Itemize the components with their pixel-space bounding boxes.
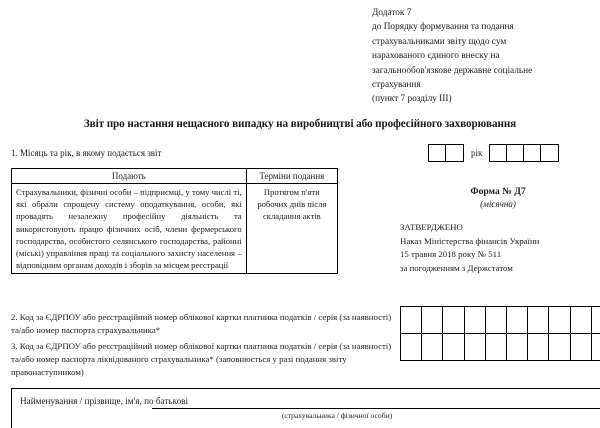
year-cell[interactable]	[524, 145, 541, 161]
section2-code-cell[interactable]	[443, 307, 464, 333]
approval-agreement-line: за погодженням з Держстатом	[400, 262, 513, 273]
annex-line-3: страхувальниками звіту щодо сум	[372, 36, 507, 47]
approval-date-line: 15 травня 2018 року № 511	[400, 249, 502, 260]
page-title: Звіт про настання нещасного випадку на виробництві або професійного захворювання	[83, 118, 517, 130]
section3-code-cell[interactable]	[401, 334, 422, 360]
month-input-grid[interactable]	[428, 144, 464, 162]
approved-label: ЗАТВЕРДЖЕНО	[400, 222, 463, 232]
section2-code-cell[interactable]	[401, 307, 422, 333]
section3-code-cell[interactable]	[486, 334, 507, 360]
form-periodicity: (місячна)	[480, 199, 516, 209]
section2-code-cell[interactable]	[422, 307, 443, 333]
cell-term-text: Протягом п'яти робочих днів після складання актів	[246, 184, 337, 274]
section2-code-cell[interactable]	[549, 307, 570, 333]
section2-code-cell[interactable]	[528, 307, 549, 333]
month-year-field-group	[428, 144, 559, 162]
column-header-who: Подають	[12, 169, 247, 184]
name-input-rule[interactable]	[152, 408, 600, 409]
year-input-grid[interactable]	[489, 144, 559, 162]
section2-text: 2. Код за ЄДРПОУ або реєстраційний номер облікової картки платника податків / серія (за наявності) та/або номер паспорта страхувальника*	[11, 312, 392, 336]
table-header-row	[12, 169, 338, 184]
section2-code-cell[interactable]	[465, 307, 486, 333]
table-row	[12, 184, 338, 274]
section3-code-cell[interactable]	[443, 334, 464, 360]
approval-block	[400, 221, 600, 276]
column-header-term: Терміни подання	[246, 169, 337, 184]
section2-code-cell[interactable]	[592, 307, 600, 333]
year-cell[interactable]	[490, 145, 507, 161]
approval-order-line: Наказ Міністерства фінансів України	[400, 235, 540, 246]
month-cell[interactable]	[429, 145, 446, 161]
section2-code-grid[interactable]	[400, 306, 600, 334]
annex-line-2: до Порядку формування та подання	[372, 22, 514, 33]
year-cell[interactable]	[507, 145, 524, 161]
annex-reference-block	[372, 6, 596, 107]
annex-line-7: (пункт 7 розділу III)	[372, 94, 452, 105]
month-cell[interactable]	[446, 145, 463, 161]
section2-code-cell[interactable]	[486, 307, 507, 333]
annex-line-5: загальнообов'язкове державне соціальне	[372, 65, 533, 76]
section3-code-cell[interactable]	[507, 334, 528, 360]
section3-code-cell[interactable]	[422, 334, 443, 360]
section3-code-cell[interactable]	[549, 334, 570, 360]
annex-line-6: страхування	[372, 80, 421, 91]
section2-code-cell[interactable]	[507, 307, 528, 333]
section3-code-cell[interactable]	[592, 334, 600, 360]
section3-code-grid[interactable]	[400, 333, 600, 361]
form-number: Форма № Д7	[470, 186, 526, 197]
year-cell[interactable]	[541, 145, 558, 161]
submission-table	[11, 168, 338, 274]
section1-label: 1. Місяць та рік, в якому подається звіт	[11, 148, 162, 158]
section3-code-cell[interactable]	[465, 334, 486, 360]
annex-line-4: нарахованого єдиного внеску на	[372, 51, 500, 62]
section3-code-cell[interactable]	[571, 334, 592, 360]
section2-code-cell[interactable]	[571, 307, 592, 333]
section3-text: 3. Код за ЄДРПОУ або реєстраційний номер облікової картки платника податків / серія (за наявності) та/або номер паспорта ліквідованого страхувальника* (заповнюється у разі подання звіту правонаступником)	[11, 341, 392, 378]
name-section-caption: (страхувальника / фізичної особи)	[281, 411, 393, 420]
name-section-label: Найменування / прізвище, ім'я, по батькові	[20, 396, 189, 406]
year-label: рік	[471, 148, 483, 158]
annex-line-1: Додаток 7	[372, 8, 412, 18]
cell-who-text: Страхувальники, фізичні особи – підприємці, у тому числі ті, які обрали спрощену систему оподаткування, особи, які провадять незалежну професійну діяльність та використовують працю фізичних осіб, члени фермерського господарства, особистого селянського господарства, районні (міські) управління праці та соціального захисту населення – відповідним органам доходів і зборів за місцем реєстрації	[12, 184, 247, 274]
section3-code-cell[interactable]	[528, 334, 549, 360]
